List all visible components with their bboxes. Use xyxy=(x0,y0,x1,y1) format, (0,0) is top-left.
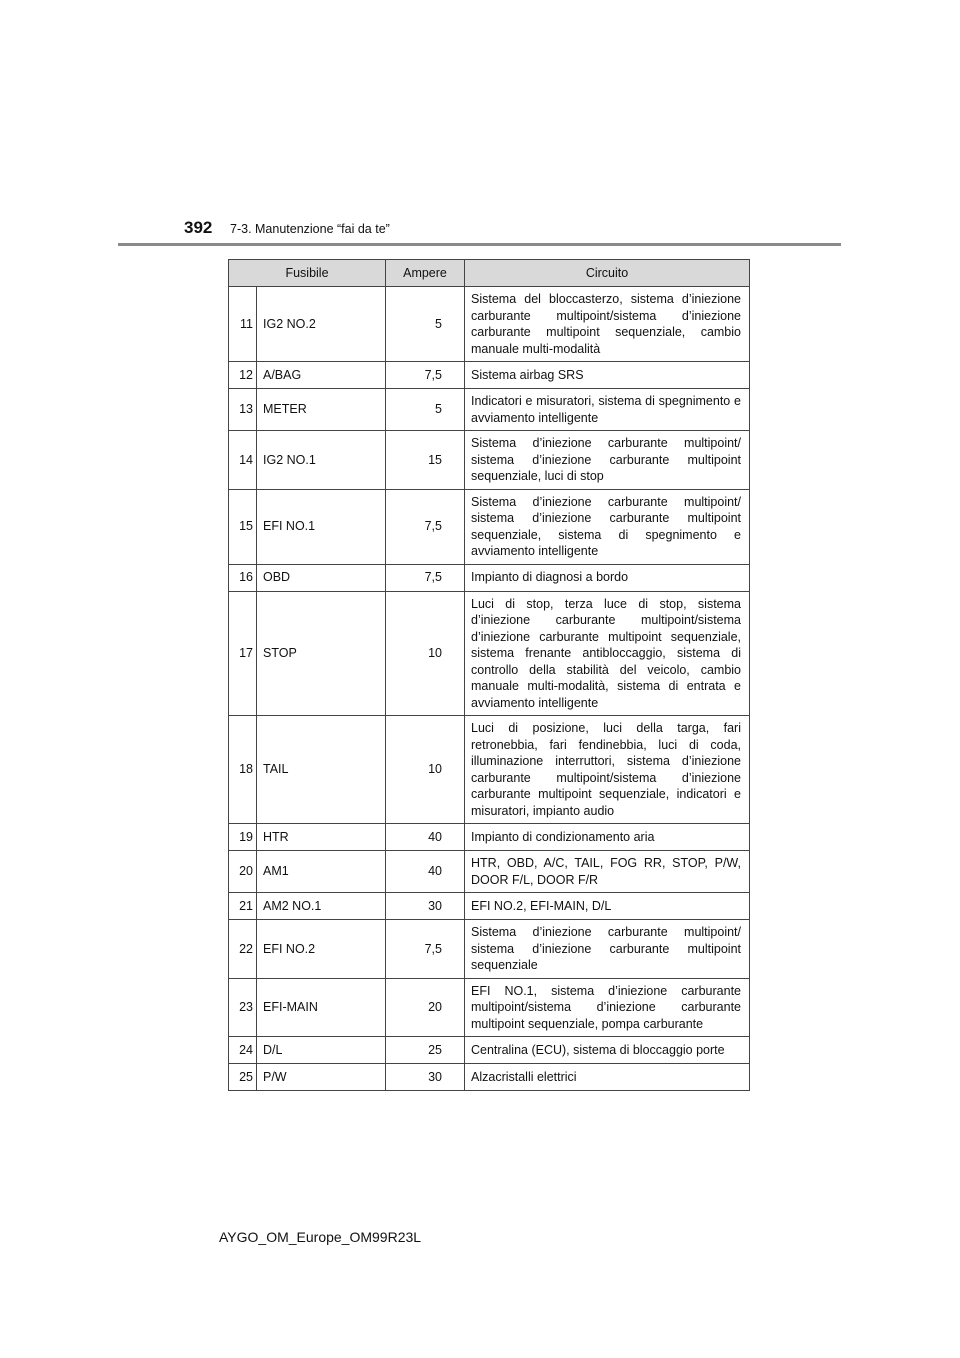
fuse-circuit: EFI NO.1, sistema d’iniezione carburante multipoint/sistema d’iniezione carburante multipoint sequenziale, pompa carburante xyxy=(465,978,750,1037)
table-row xyxy=(229,1037,750,1064)
fuse-ampere: 30 xyxy=(386,1064,465,1091)
fuse-circuit: Sistema del bloccasterzo, sistema d’iniezione carburante multipoint/sistema d’iniezione carburante multipoint sequenziale, cambio manuale multi-modalità xyxy=(465,287,750,362)
table-row xyxy=(229,564,750,591)
fuse-circuit: Centralina (ECU), sistema di bloccaggio porte xyxy=(465,1037,750,1064)
fuse-name: AM1 xyxy=(257,851,386,893)
fuse-name: EFI NO.2 xyxy=(257,920,386,979)
fuse-number: 11 xyxy=(229,287,257,362)
fuse-ampere: 7,5 xyxy=(386,362,465,389)
fuse-number: 23 xyxy=(229,978,257,1037)
fuse-ampere: 5 xyxy=(386,287,465,362)
table-row xyxy=(229,591,750,716)
fuse-ampere: 7,5 xyxy=(386,489,465,564)
fuse-table xyxy=(228,259,750,1091)
fuse-ampere: 15 xyxy=(386,431,465,490)
fuse-ampere: 20 xyxy=(386,978,465,1037)
table-row xyxy=(229,824,750,851)
table-row xyxy=(229,489,750,564)
fuse-number: 12 xyxy=(229,362,257,389)
section-title: 7-3. Manutenzione “fai da te” xyxy=(230,222,390,236)
fuse-number: 19 xyxy=(229,824,257,851)
document-code: AYGO_OM_Europe_OM99R23L xyxy=(219,1229,422,1245)
fuse-ampere: 40 xyxy=(386,824,465,851)
fuse-circuit: EFI NO.2, EFI-MAIN, D/L xyxy=(465,893,750,920)
fuse-number: 20 xyxy=(229,851,257,893)
fuse-ampere: 25 xyxy=(386,1037,465,1064)
table-row xyxy=(229,978,750,1037)
header-divider xyxy=(118,243,841,246)
fuse-ampere: 7,5 xyxy=(386,920,465,979)
fuse-name: METER xyxy=(257,389,386,431)
table-row xyxy=(229,431,750,490)
fuse-number: 21 xyxy=(229,893,257,920)
fuse-name: A/BAG xyxy=(257,362,386,389)
fuse-ampere: 7,5 xyxy=(386,564,465,591)
fuse-circuit: Sistema d’iniezione carburante multipoint/ sistema d’iniezione carburante multipoint sequenziale xyxy=(465,920,750,979)
fuse-name: OBD xyxy=(257,564,386,591)
fuse-circuit: HTR, OBD, A/C, TAIL, FOG RR, STOP, P/W, DOOR F/L, DOOR F/R xyxy=(465,851,750,893)
table-row xyxy=(229,920,750,979)
column-header-ampere: Ampere xyxy=(386,260,465,287)
fuse-circuit: Sistema airbag SRS xyxy=(465,362,750,389)
fuse-number: 16 xyxy=(229,564,257,591)
table-row xyxy=(229,893,750,920)
page-number: 392 xyxy=(184,218,213,237)
table-row xyxy=(229,716,750,824)
table-header-row xyxy=(229,260,750,287)
fuse-name: P/W xyxy=(257,1064,386,1091)
fuse-circuit: Indicatori e misuratori, sistema di spegnimento e avviamento intelligente xyxy=(465,389,750,431)
fuse-circuit: Sistema d’iniezione carburante multipoint/ sistema d’iniezione carburante multipoint sequenziale, luci di stop xyxy=(465,431,750,490)
fuse-ampere: 10 xyxy=(386,716,465,824)
fuse-circuit: Luci di posizione, luci della targa, fari retronebbia, fari fendinebbia, luci di coda, illuminazione interruttori, sistema d’iniezione carburante multipoint/sistema d’iniezione carburante multipoint sequenziale, indicatori e misuratori, impianto audio xyxy=(465,716,750,824)
column-header-fuse: Fusibile xyxy=(229,260,386,287)
fuse-number: 24 xyxy=(229,1037,257,1064)
fuse-ampere: 40 xyxy=(386,851,465,893)
fuse-ampere: 5 xyxy=(386,389,465,431)
fuse-circuit: Alzacristalli elettrici xyxy=(465,1064,750,1091)
fuse-number: 13 xyxy=(229,389,257,431)
fuse-name: TAIL xyxy=(257,716,386,824)
fuse-name: AM2 NO.1 xyxy=(257,893,386,920)
column-header-circuit: Circuito xyxy=(465,260,750,287)
fuse-circuit: Luci di stop, terza luce di stop, sistema d’iniezione carburante multipoint/sistema d’iniezione carburante multipoint sequenziale, sistema frenante antibloccaggio, sistema di controllo della stabilità del veicolo, cambio manuale multi-modalità, sistema di entrata e avviamento intelligente xyxy=(465,591,750,716)
fuse-name: IG2 NO.2 xyxy=(257,287,386,362)
fuse-name: IG2 NO.1 xyxy=(257,431,386,490)
fuse-name: D/L xyxy=(257,1037,386,1064)
table-row xyxy=(229,1064,750,1091)
fuse-circuit: Sistema d’iniezione carburante multipoint/ sistema d’iniezione carburante multipoint sequenziale, sistema di spegnimento e avviamento intelligente xyxy=(465,489,750,564)
fuse-circuit: Impianto di diagnosi a bordo xyxy=(465,564,750,591)
fuse-name: HTR xyxy=(257,824,386,851)
fuse-ampere: 30 xyxy=(386,893,465,920)
fuse-circuit: Impianto di condizionamento aria xyxy=(465,824,750,851)
fuse-number: 25 xyxy=(229,1064,257,1091)
fuse-name: EFI NO.1 xyxy=(257,489,386,564)
table-row xyxy=(229,851,750,893)
fuse-number: 18 xyxy=(229,716,257,824)
table-row xyxy=(229,389,750,431)
fuse-number: 17 xyxy=(229,591,257,716)
fuse-name: STOP xyxy=(257,591,386,716)
fuse-number: 22 xyxy=(229,920,257,979)
fuse-number: 14 xyxy=(229,431,257,490)
fuse-name: EFI-MAIN xyxy=(257,978,386,1037)
fuse-number: 15 xyxy=(229,489,257,564)
table-row xyxy=(229,362,750,389)
table-row xyxy=(229,287,750,362)
fuse-ampere: 10 xyxy=(386,591,465,716)
